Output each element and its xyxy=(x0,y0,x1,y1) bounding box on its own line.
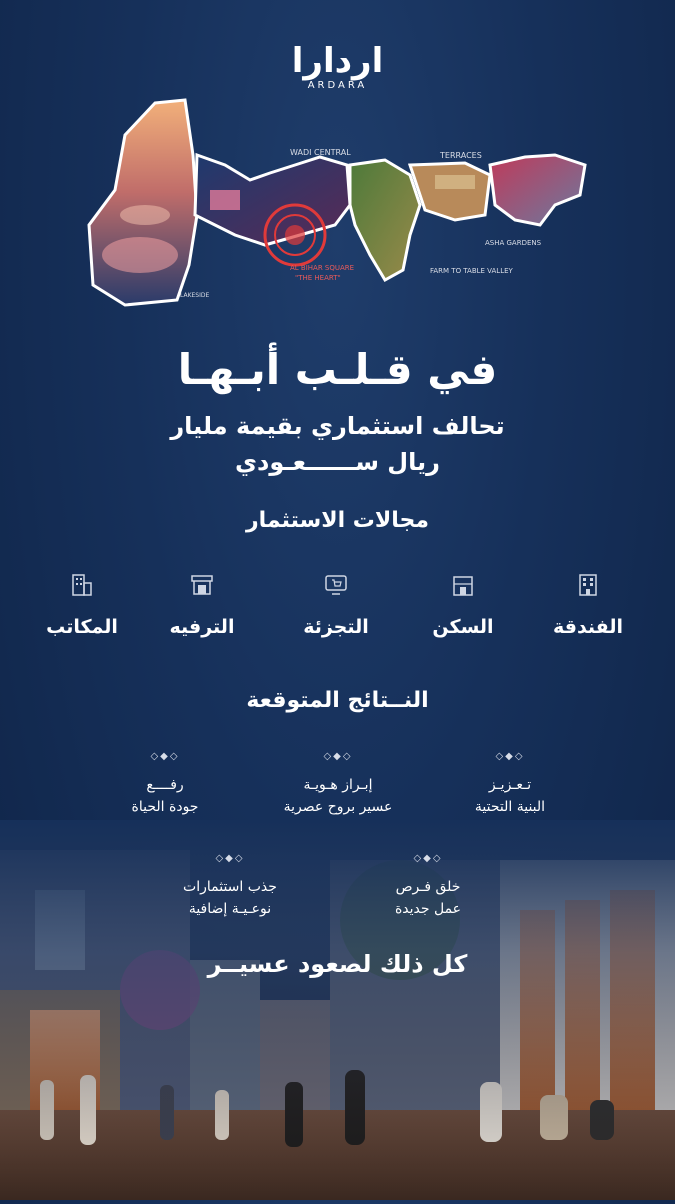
zone-label: ASHA GARDENS xyxy=(485,239,542,247)
subheadline-line1: تحالف استثماري بقيمة مليار xyxy=(170,412,505,440)
zone-label: "THE HEART" xyxy=(295,274,341,282)
farm-valley-zone xyxy=(350,160,420,280)
zone-label: AL BIHAR SQUARE xyxy=(290,264,355,272)
site-map xyxy=(85,95,590,310)
category-label: التجزئة xyxy=(303,616,369,638)
logo-text: ARDARA xyxy=(307,80,368,91)
diamond-ornament-icon: ◇◆◇ xyxy=(413,853,443,864)
entertainment-icon xyxy=(189,572,215,598)
hotel-icon xyxy=(575,572,601,598)
headline: في قـلـب أبـهـا xyxy=(177,345,498,394)
category-label: الترفيه xyxy=(169,616,235,638)
diamond-ornament-icon: ◇◆◇ xyxy=(215,853,245,864)
category-label: المكاتب xyxy=(46,616,118,638)
outcome-line1: رفــــع xyxy=(146,777,184,793)
terraces-zone xyxy=(410,163,490,220)
zone-label: WADI CENTRAL xyxy=(290,148,351,157)
housing-icon xyxy=(450,572,476,598)
investment-title: مجالات الاستثمار xyxy=(245,508,430,533)
outcome-line1: إبـراز هـويـة xyxy=(303,777,373,793)
brand-logo xyxy=(0,41,675,91)
category-retail xyxy=(276,572,396,638)
outcome-line1: تـعـزيـز xyxy=(488,777,532,793)
outcome-line2: عسير بروح عصرية xyxy=(283,799,393,815)
zone-label: LAKESIDE xyxy=(180,292,210,299)
outcome-line1: خلق فـرص xyxy=(395,879,461,895)
diamond-ornament-icon: ◇◆◇ xyxy=(323,751,353,762)
outcomes-title: النــتائج المتوقعة xyxy=(246,688,429,713)
outcome-line2: عمل جديدة xyxy=(394,901,462,917)
outcome-line1: جذب استثمارات xyxy=(183,879,277,895)
category-label: الفندقة xyxy=(552,616,624,638)
outcome-item xyxy=(248,746,428,818)
outcome-item xyxy=(75,746,255,818)
outcome-item xyxy=(338,848,518,920)
zone-label: FARM TO TABLE VALLEY xyxy=(430,267,513,275)
site-map-illustration xyxy=(85,95,590,310)
outcome-item xyxy=(420,746,600,818)
category-entertainment xyxy=(142,572,262,638)
category-offices xyxy=(22,572,142,638)
category-housing xyxy=(403,572,523,638)
lakeside-zone xyxy=(89,100,197,305)
zone-label: TERRACES xyxy=(440,151,482,160)
outcome-line2: جودة الحياة xyxy=(131,799,199,815)
category-label: السكن xyxy=(432,616,494,638)
category-hotel xyxy=(528,572,648,638)
closing-statement: كل ذلك لصعود عسيــر xyxy=(207,950,468,978)
diamond-ornament-icon: ◇◆◇ xyxy=(495,751,525,762)
subheadline-line2: ريال ســــــعـودي xyxy=(235,448,440,476)
outcome-line2: البنية التحتية xyxy=(474,799,546,815)
offices-icon xyxy=(69,572,95,598)
diamond-ornament-icon: ◇◆◇ xyxy=(150,751,180,762)
retail-icon xyxy=(323,572,349,598)
logo-mark: اردارا xyxy=(291,41,384,81)
asha-gardens-zone xyxy=(490,155,585,225)
outcome-line2: نوعـيـة إضافية xyxy=(188,901,272,917)
outcome-item xyxy=(140,848,320,920)
